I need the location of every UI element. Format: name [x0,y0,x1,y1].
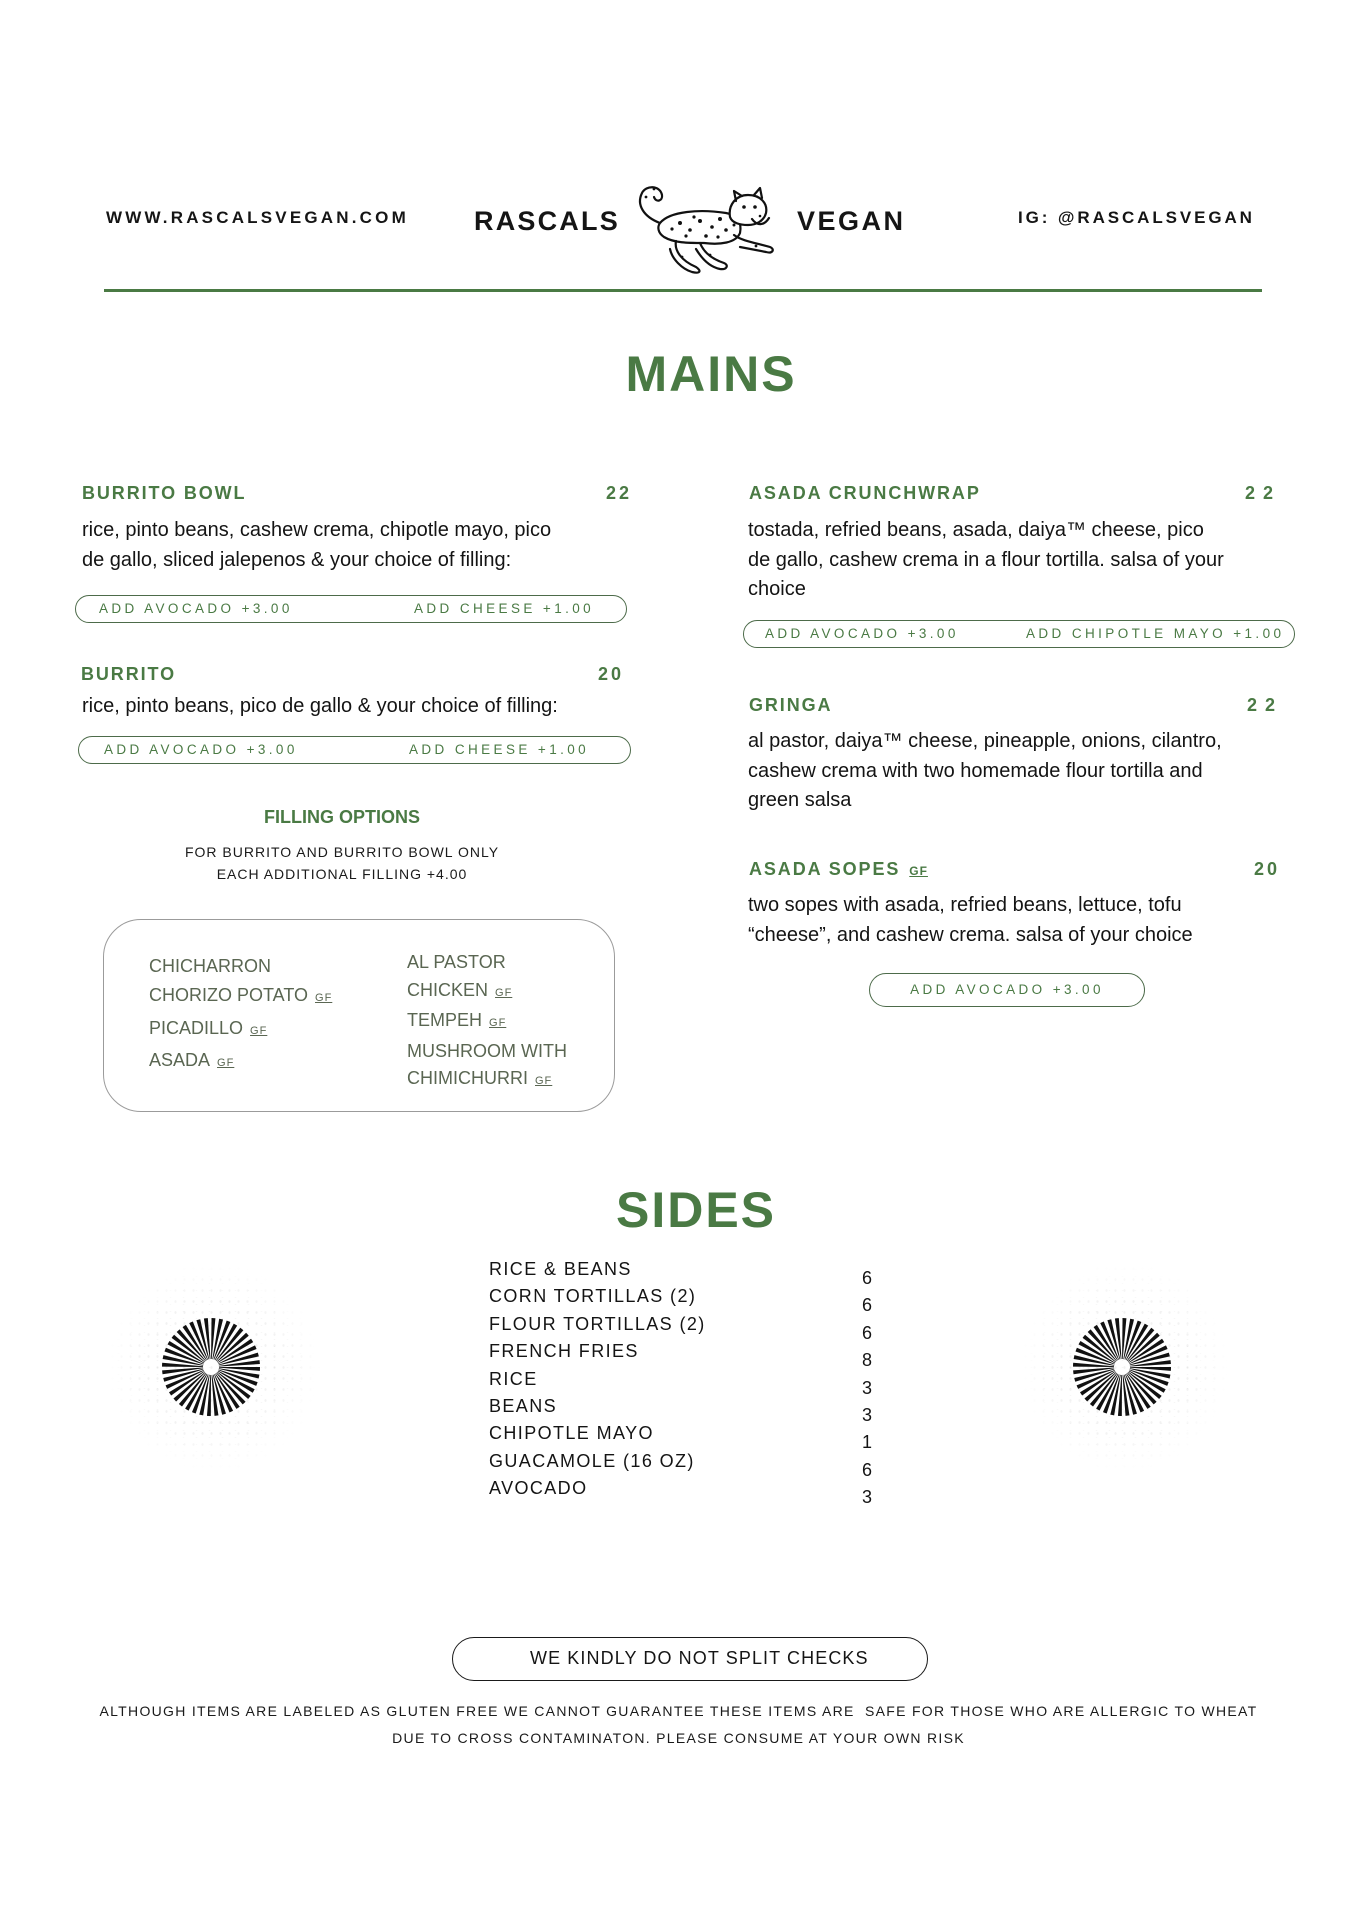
description-line: rice, pinto beans, cashew crema, chipotle mayo, pico [82,519,552,541]
item-name-burrito-bowl: BURRITO BOWL [82,483,247,503]
addon-chipotle-mayo: ADD CHIPOTLE MAYO +1.00 [1026,626,1285,641]
filling-option [407,1038,567,1066]
sides-title: SIDES [615,1182,777,1238]
leopard-logo-icon [630,183,782,275]
filling-option [407,949,567,977]
gluten-free-tag: GF [315,992,333,1005]
filling-option [149,981,332,1013]
filling-name: PICADILLO [149,1017,244,1038]
instagram-handle: IG: @RASCALSVEGAN [1018,208,1255,227]
filling-options-title: FILLING OPTIONS [264,807,420,827]
item-price-asada-sopes: 20 [1254,859,1281,879]
filling-name: CHICHARRON [149,956,272,976]
filling-note-line: EACH ADDITIONAL FILLING +4.00 [216,866,468,882]
item-price-asada-crunchwrap: 22 [1245,483,1282,503]
brand-name-left: RASCALS [474,206,620,236]
gluten-free-tag: GF [217,1056,235,1069]
filling-name: AL PASTOR [407,952,506,972]
filling-option [407,1007,567,1038]
filling-option [407,1065,567,1096]
item-price-burrito: 20 [598,664,625,684]
side-item-price: 8 [862,1350,873,1371]
item-price-burrito-bowl: 22 [606,483,633,503]
addon-avocado: ADD AVOCADO +3.00 [765,626,959,641]
filling-options-notes [142,841,542,885]
filling-option [149,1014,332,1046]
side-item-price: 3 [862,1377,873,1398]
side-item-price: 6 [862,1295,873,1316]
item-name-burrito: BURRITO [81,664,176,684]
item-name-asada-crunchwrap: ASADA CRUNCHWRAP [749,483,981,503]
sides-prices [862,1265,872,1512]
item-name-asada-sopes [749,857,928,883]
side-item-name: RICE & BEANS [489,1259,632,1279]
filling-list-right [407,949,567,1096]
addons-pill-burrito-bowl [75,595,627,623]
addon-avocado: ADD AVOCADO +3.00 [99,601,293,616]
filling-option [149,952,332,981]
side-item-price: 1 [862,1432,873,1453]
filling-name: CHICKEN [407,979,489,1000]
description-line: tostada, refried beans, asada, daiya™ cheese, pico [748,519,1204,541]
no-split-checks-text: WE KINDLY DO NOT SPLIT CHECKS [530,1648,869,1668]
sides-names [489,1256,706,1503]
addon-avocado: ADD AVOCADO +3.00 [104,742,298,757]
filling-option [149,1046,332,1078]
side-item-price: 3 [862,1487,873,1508]
description-line: green salsa [748,789,852,811]
addons-pill-burrito [78,736,631,764]
description-line: two sopes with asada, refried beans, lettuce, tofu [748,894,1182,916]
filling-list-left [149,952,332,1078]
side-item-price: 6 [862,1459,873,1480]
item-description-asada-crunchwrap [748,516,1224,605]
description-line: de gallo, sliced jalepenos & your choice of filling: [82,548,512,571]
description-line: cashew crema with two homemade flour tortilla and [748,759,1203,782]
sunburst-icon [1072,1317,1172,1417]
filling-name: CHIMICHURRI [407,1068,528,1088]
side-item-name: FLOUR TORTILLAS (2) [489,1313,706,1334]
gluten-free-tag: GF [535,1075,553,1087]
addon-cheese: ADD CHEESE +1.00 [414,601,595,616]
addons-pill-asada-sopes [869,973,1145,1007]
item-description-burrito-bowl [82,516,551,575]
item-description-gringa [748,727,1222,816]
item-price-gringa: 22 [1247,695,1284,715]
filling-name: ASADA [149,1049,211,1070]
side-item-name: AVOCADO [489,1478,588,1499]
addons-pill-asada-crunchwrap [743,620,1295,648]
description-line: “cheese”, and cashew crema. salsa of your choice [748,923,1193,946]
gluten-free-tag: GF [495,986,513,999]
filling-note-line: FOR BURRITO AND BURRITO BOWL ONLY [184,844,500,860]
gluten-free-tag: GF [909,864,928,878]
no-split-checks-pill [452,1637,928,1681]
addon-cheese: ADD CHEESE +1.00 [409,742,590,757]
sunburst-icon [161,1317,261,1417]
description-line: choice [748,578,806,600]
filling-option [407,977,567,1008]
side-item-price: 6 [862,1268,873,1288]
side-item-name: CHIPOTLE MAYO [489,1423,654,1444]
filling-name: MUSHROOM WITH [407,1040,567,1061]
side-item-price: 6 [862,1322,873,1343]
description-line: rice, pinto beans, pico de gallo & your choice of filling: [82,695,558,717]
description-line: de gallo, cashew crema in a flour tortilla. salsa of your [748,548,1224,571]
header-divider [104,289,1262,292]
brand-name-right: VEGAN [797,206,906,236]
side-item-price: 3 [862,1405,873,1426]
item-name-text: ASADA SOPES [749,859,901,879]
item-name-gringa: GRINGA [749,695,833,715]
allergy-disclaimer-line: DUE TO CROSS CONTAMINATON. PLEASE CONSUME AT YOUR OWN RISK [392,1730,965,1746]
side-item-name: CORN TORTILLAS (2) [489,1286,697,1307]
filling-name: TEMPEH [407,1010,483,1030]
description-line: al pastor, daiya™ cheese, pineapple, onions, cilantro, [748,730,1222,752]
mains-title: MAINS [625,346,797,402]
filling-name: CHORIZO POTATO [149,985,309,1006]
side-item-name: RICE [489,1368,538,1389]
allergy-disclaimer-line: ALTHOUGH ITEMS ARE LABELED AS GLUTEN FREE WE CANNOT GUARANTEE THESE ITEMS ARE SAFE FOR THOSE WHO ARE ALLERGIC TO WHEAT [99,1703,1258,1719]
gluten-free-tag: GF [250,1024,268,1037]
side-item-name: BEANS [489,1396,558,1417]
side-item-name: FRENCH FRIES [489,1341,639,1362]
addon-avocado: ADD AVOCADO +3.00 [910,982,1104,997]
gluten-free-tag: GF [489,1017,507,1029]
item-description-burrito [82,692,558,722]
side-item-name: GUACAMOLE (16 OZ) [489,1450,695,1471]
item-description-asada-sopes [748,891,1193,950]
website-text: WWW.RASCALSVEGAN.COM [106,208,409,227]
